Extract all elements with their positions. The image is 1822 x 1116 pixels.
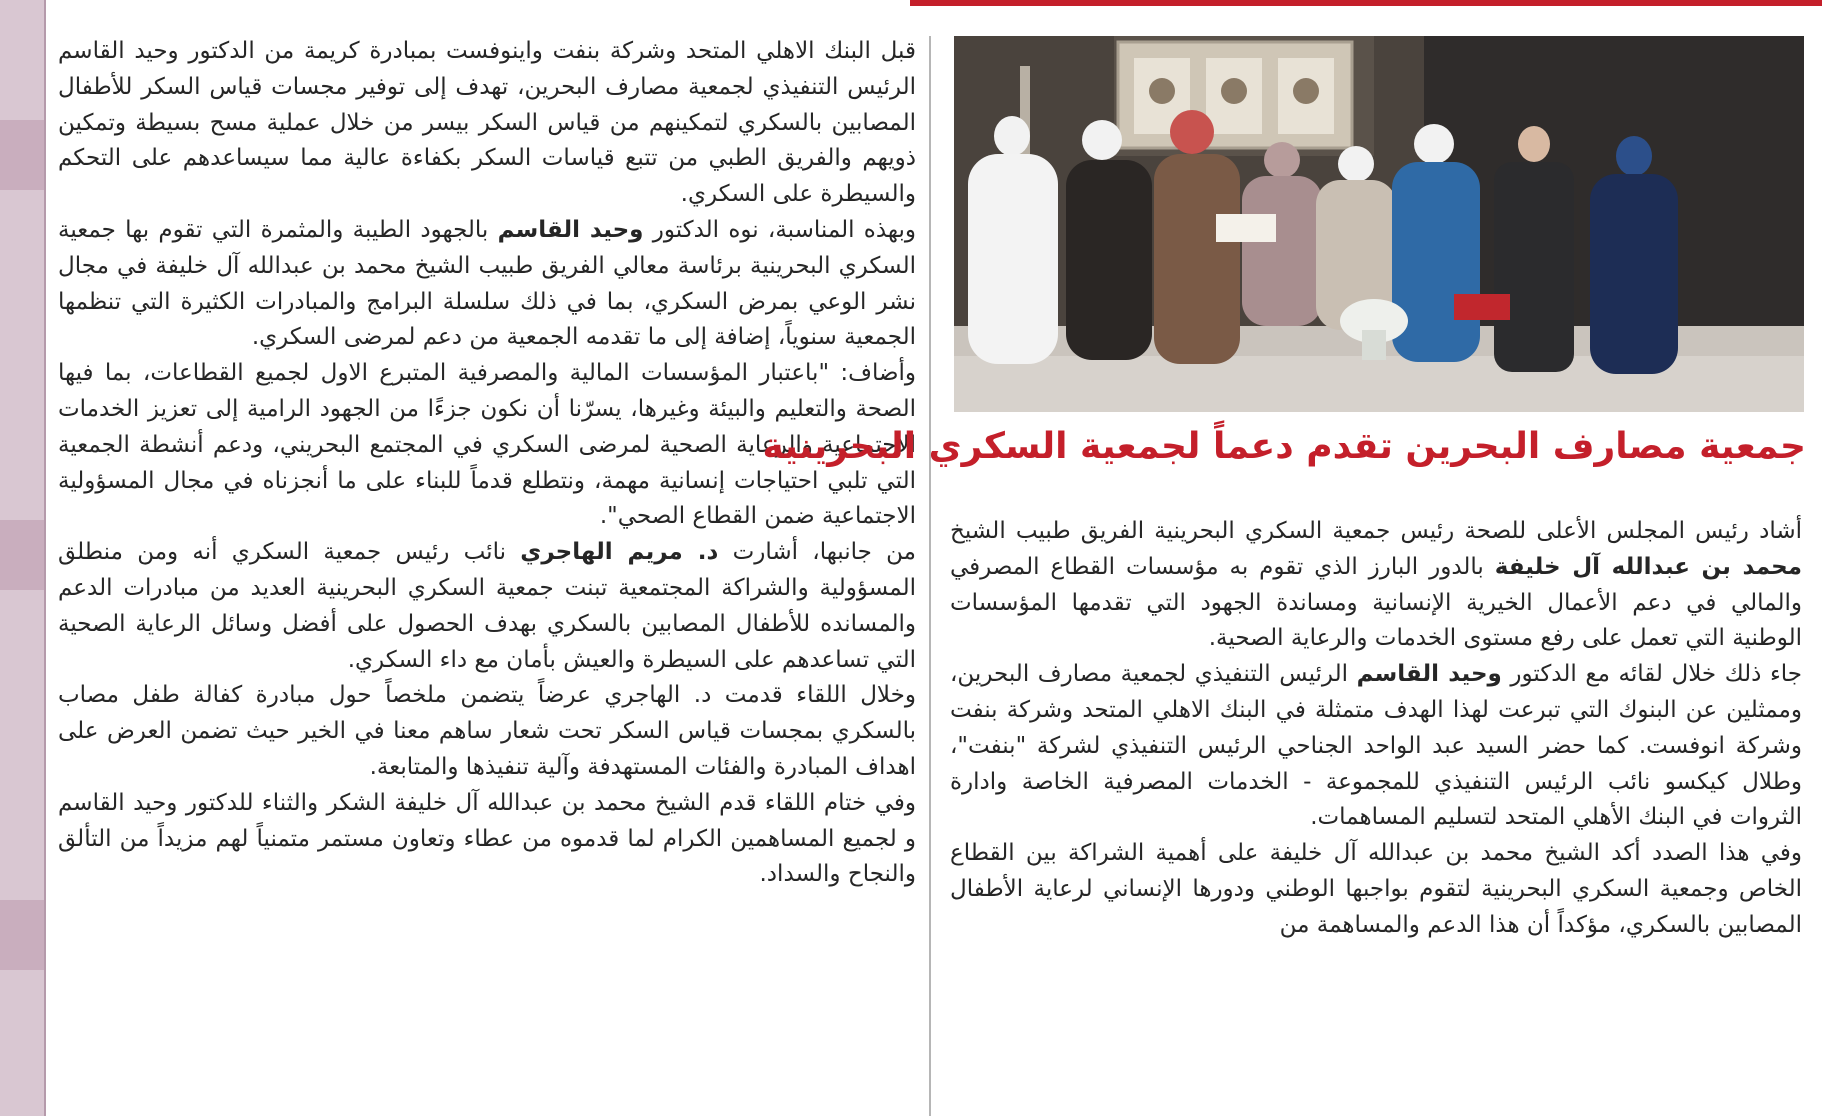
page-edge-band	[0, 520, 44, 590]
text-run: أشاد رئيس المجلس الأعلى للصحة رئيس جمعية السكري البحرينية الفريق طبيب الشيخ	[950, 518, 1802, 544]
group-photo-illustration	[954, 36, 1804, 412]
article-photo	[954, 36, 1804, 412]
article-paragraph	[950, 657, 1802, 836]
page-edge-strip	[0, 0, 46, 1116]
text-run: وبهذه المناسبة، نوه الدكتور	[643, 216, 917, 243]
article-paragraph	[950, 836, 1802, 943]
article-paragraph	[58, 678, 916, 785]
article-headline: جمعية مصارف البحرين تقدم دعماً لجمعية السكري البحرينية	[762, 426, 1806, 467]
page-edge-band	[0, 900, 44, 970]
text-run: وخلال اللقاء قدمت د. الهاجري عرضاً يتضمن ملخصاً حول مبادرة كفالة طفل مصاب بالسكري بمجسات قياس السكر تحت شعار ساهم معنا في الخير حيث تضمن العرض على اهداف المبادرة والفئات المستهدفة وآلية تنفيذها والمتابعة.	[58, 682, 916, 780]
text-run: وفي هذا الصدد أكد الشيخ محمد بن عبدالله آل خليفة على أهمية الشراكة بين القطاع الخاص وجمعية السكري البحرينية لتقوم بواجبها الوطني ودورها الإنساني لرعاية الأطفال المصابين بالسكري، مؤكداً أن هذا الدعم والمساهمة من	[950, 840, 1802, 938]
bold-name: وحيد القاسم	[497, 216, 644, 243]
text-run: من جانبها، أشارت	[718, 539, 916, 566]
framed-portraits	[1118, 42, 1352, 148]
article-paragraph	[58, 213, 916, 356]
article-paragraph	[58, 34, 916, 213]
article-paragraph	[58, 786, 916, 893]
bold-name: وحيد القاسم	[1356, 661, 1502, 688]
article-paragraph	[950, 514, 1802, 657]
text-run: الرئيس التنفيذي لجمعية مصارف البحرين، وممثلين عن البنوك التي تبرعت لهذا الهدف متمثلة في البنك الاهلي المتحد وشركة بنفت وشركة انوفست. كما حضر السيد عبد الواحد الجناحي الرئيس التنفيذي لشركة "بنفت"، وطلال كيكسو نائب الرئيس التنفيذي للمجموعة - الخدمات المصرفية الخاصة وادارة الثروات في البنك الأهلي المتحد لتسليم المساهمات.	[950, 661, 1802, 831]
article-paragraph	[58, 535, 916, 678]
column-divider	[929, 36, 931, 1116]
text-run: قبل البنك الاهلي المتحد وشركة بنفت واينوفست بمبادرة كريمة من الدكتور وحيد القاسم الرئيس التنفيذي لجمعية مصارف البحرين، تهدف إلى توفير مجسات قياس السكر للأطفال المصابين بالسكري لتمكينهم من قياس السكر بيسر من خلال عملية مسح بسيطة وتمكين ذويهم والفريق الطبي من تتبع قياسات السكر بكفاءة عالية مما سيساعدهم على التحكم والسيطرة على السكري.	[58, 38, 916, 208]
text-run: بالجهود الطيبة والمثمرة التي تقوم بها جمعية السكري البحرينية برئاسة معالي الفريق طبيب الشيخ محمد بن عبدالله آل خليفة في مجال نشر الوعي بمرض السكري، بما في ذلك سلسلة البرامج والمبادرات الكثيرة التي تنظمها الجمعية سنوياً، إضافة إلى ما تقدمه الجمعية من دعم لمرضى السكري.	[58, 216, 916, 351]
text-run: بالدور البارز الذي تقوم به مؤسسات القطاع المصرفي والمالي في دعم الأعمال الخيرية الإنسانية ومساندة الجهود التي تقدمها المؤسسات الوطنية التي تعمل على رفع مستوى الخدمات والرعاية الصحية.	[950, 553, 1802, 652]
bold-name: محمد بن عبدالله آل خليفة	[1494, 553, 1802, 580]
text-run: وأضاف: "باعتبار المؤسسات المالية والمصرفية المتبرع الاول لجميع القطاعات، بما فيها الصحة والتعليم والبيئة وغيرها، يسرّنا أن نكون جزءًا من الجهود الرامية إلى تعزيز الخدمات الاجتماعية والرعاية الصحية لمرضى السكري في المجتمع البحريني، ودعم أنشطة الجمعية التي تلبي احتياجات إنسانية مهمة، ونتطلع قدماً للبناء على ما أنجزناه في مجال المسؤولية الاجتماعية ضمن القطاع الصحي".	[58, 360, 916, 530]
top-accent-bar	[910, 0, 1822, 6]
bold-name: د. مريم الهاجري	[520, 539, 719, 566]
text-run: نائب رئيس جمعية السكري أنه ومن منطلق المسؤولية والشراكة المجتمعية تبنت جمعية السكري البحرينية العديد من مبادرات الدعم والمسانده للأطفال المصابين بالسكري بهدف الحصول على أفضل وسائل الرعاية الصحية التي تساعدهم على السيطرة والعيش بأمان مع داء السكري.	[58, 539, 916, 673]
page-edge-band	[0, 120, 44, 190]
article-right-column	[950, 514, 1802, 944]
text-run: جاء ذلك خلال لقائه مع الدكتور	[1501, 661, 1802, 688]
text-run: وفي ختام اللقاء قدم الشيخ محمد بن عبدالله آل خليفة الشكر والثناء للدكتور وحيد القاسم و لجميع المساهمين الكرام لما قدموه من عطاء وتعاون مستمر متمنياً لهم مزيداً من التألق والنجاح والسداد.	[58, 789, 916, 888]
